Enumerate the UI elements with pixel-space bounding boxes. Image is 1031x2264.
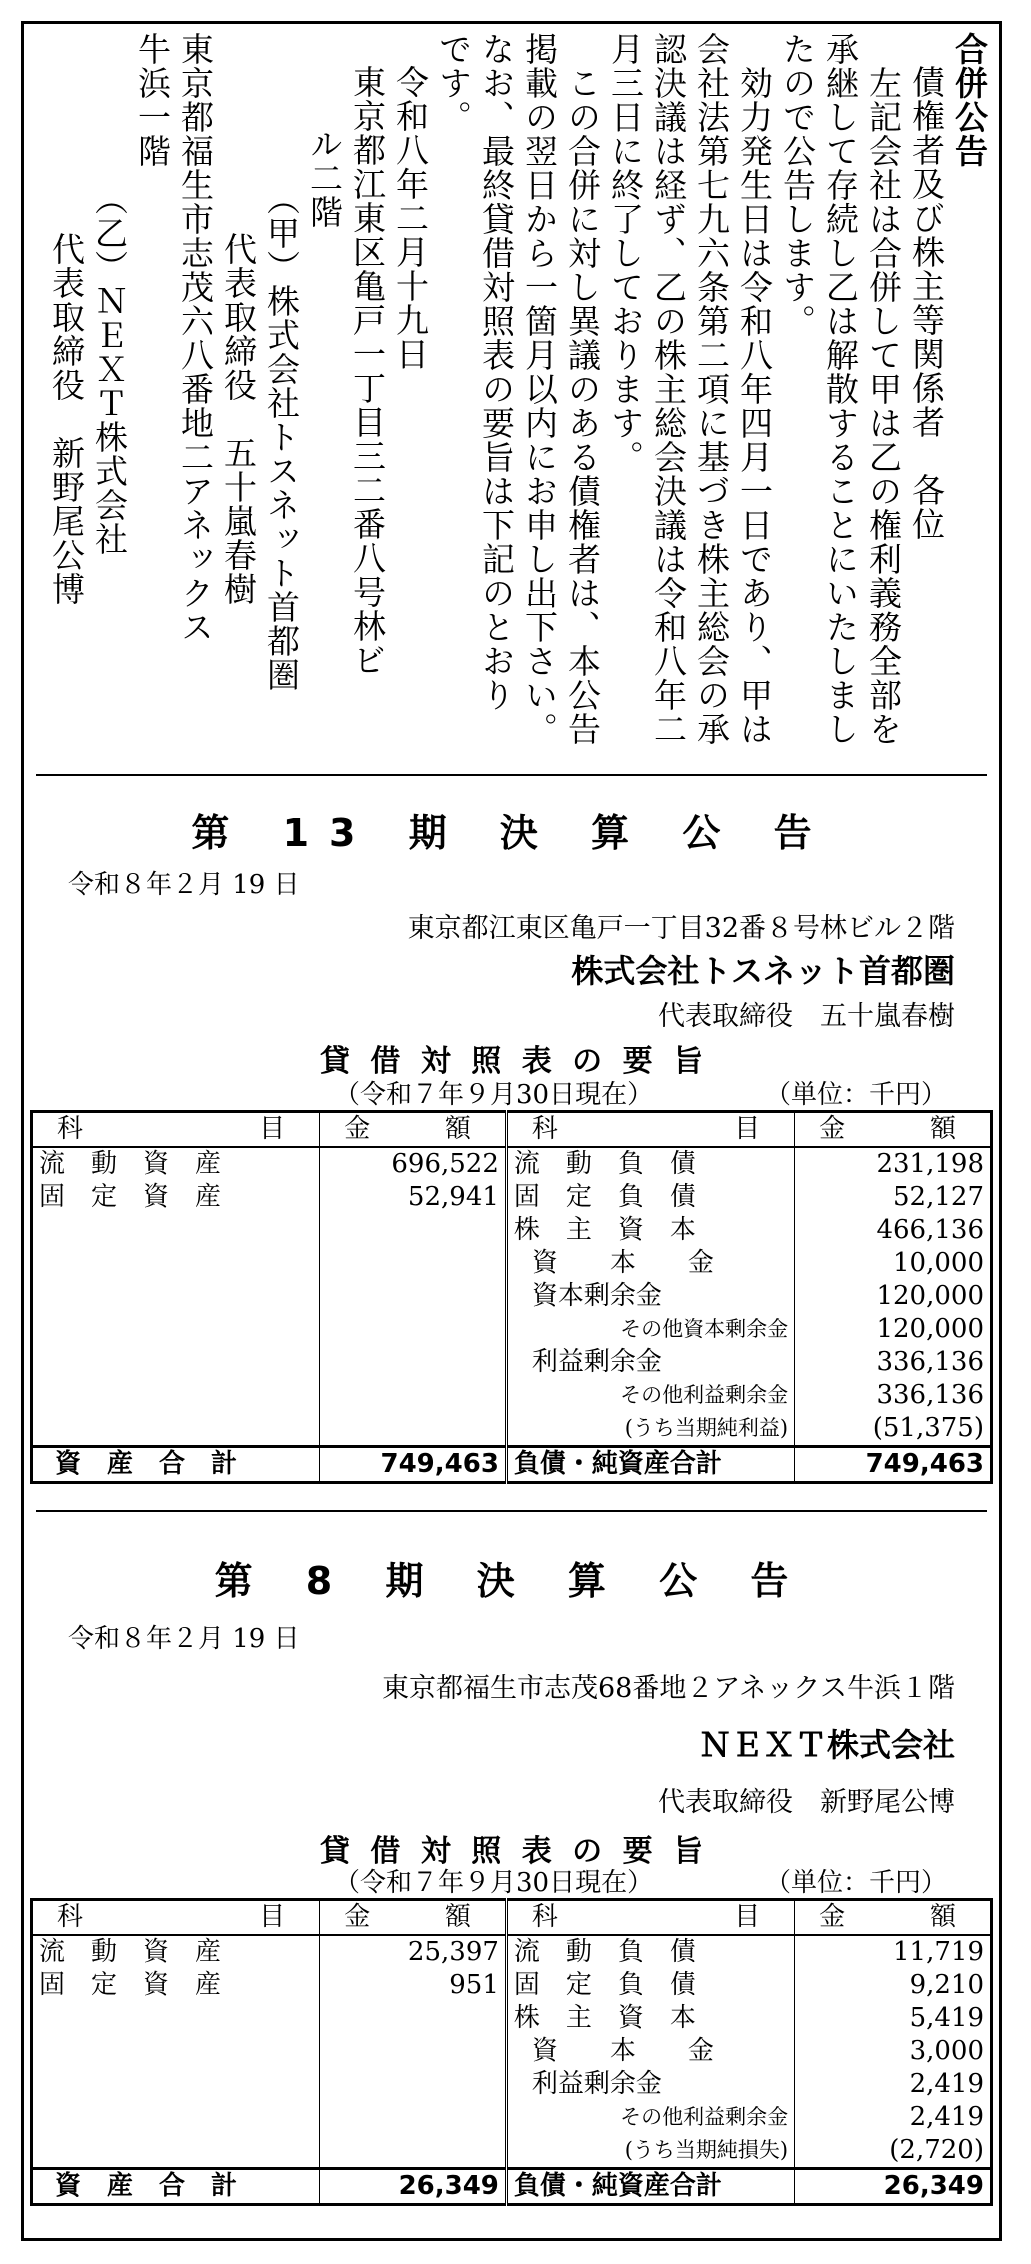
liability-value: 5,419: [795, 2002, 992, 2035]
asset-label: [32, 2035, 320, 2068]
liability-label-text: (うち当期純損失): [624, 2138, 789, 2162]
header-item: [506, 1112, 794, 1148]
asset-value: [320, 1346, 507, 1379]
merger-text-line: です。: [434, 32, 473, 134]
asset-value: [320, 1379, 507, 1412]
total-liabilities-label: 負債・純資産合計: [506, 1447, 794, 1483]
header-label: 目: [259, 1902, 286, 1932]
notice-date: 令和８年２月 19 日: [68, 870, 300, 900]
asset-label: [32, 2068, 320, 2101]
asset-value: [320, 2068, 507, 2101]
table-row: [32, 1247, 992, 1280]
header-item: [32, 1112, 320, 1148]
table-row: [32, 1935, 992, 1969]
merger-title: 合併公告: [950, 32, 989, 168]
liability-label: [506, 1181, 794, 1214]
balance-sheet-table: [30, 1110, 993, 1484]
table-row: [32, 1412, 992, 1447]
liability-label-text: 流 動 負 債: [513, 1149, 696, 1179]
total-assets-value: 749,463: [320, 1447, 507, 1483]
liability-label-text: 資 本 金: [531, 1248, 714, 1278]
asset-label: [32, 1412, 320, 1447]
financial-notice-8: [24, 1520, 999, 2240]
liability-label-text: 資 本 金: [531, 2036, 714, 2066]
liability-value: 336,136: [795, 1379, 992, 1412]
notice-frame: [21, 21, 1002, 2241]
liability-label-text: その他利益剰余金: [620, 1383, 789, 1407]
merger-address-a: 東京都江東区亀戸一丁目三二番八号林ビ: [348, 65, 387, 677]
total-liabilities-value: 26,349: [795, 2169, 992, 2205]
liability-label-text: 利益剰余金: [531, 1347, 662, 1377]
liability-label: [506, 1313, 794, 1346]
company-representative: 代表取締役 新野尾公博: [658, 1787, 955, 1818]
table-row: [32, 1313, 992, 1346]
liability-value: 3,000: [795, 2035, 992, 2068]
company-name: 株式会社トスネット首都圏: [571, 952, 955, 990]
liability-label-text: 株 主 資 本: [513, 1215, 696, 1245]
divider: [36, 774, 987, 776]
asset-label: [32, 1313, 320, 1346]
header-label: 金: [819, 1902, 846, 1932]
merger-company-a: （甲）株式会社トスネット首都圏: [262, 182, 301, 692]
table-row: [32, 1147, 992, 1181]
liability-label: [506, 1935, 794, 1969]
header-amount: [320, 1900, 507, 1936]
merger-address-b-cont: 牛浜一階: [133, 32, 172, 168]
liability-label: [506, 2068, 794, 2101]
asset-value: [320, 1280, 507, 1313]
total-liabilities-value: 749,463: [795, 1447, 992, 1483]
section-title: 第 13 期 決 算 公 告: [191, 811, 832, 855]
asset-value: [320, 1214, 507, 1247]
asset-value: [320, 1313, 507, 1346]
liability-label: [506, 2035, 794, 2068]
total-assets-label: 資 産 合 計: [32, 2169, 320, 2205]
company-name: ＮＥＸＴ株式会社: [698, 1726, 955, 1764]
header-label: 科: [57, 1114, 84, 1144]
table-row: [32, 2035, 992, 2068]
bs-date: （令和７年９月30日現在）: [334, 1080, 654, 1110]
liability-label: [506, 2101, 794, 2134]
bs-unit: （単位：千円）: [764, 1080, 947, 1110]
section-title: 第 8 期 決 算 公 告: [214, 1559, 809, 1603]
asset-value: [320, 1247, 507, 1280]
total-row: [32, 2169, 992, 2205]
merger-text-line: 左記会社は合併して甲は乙の権利義務全部を: [864, 32, 903, 746]
asset-value: 696,522: [320, 1147, 507, 1181]
table-row: [32, 2068, 992, 2101]
header-label: 金: [344, 1902, 371, 1932]
header-amount-text: [326, 1113, 499, 1146]
header-item-text: [514, 1901, 788, 1934]
merger-address-b: 東京都福生市志茂六八番地二アネックス: [176, 32, 215, 644]
liability-value: 52,127: [795, 1181, 992, 1214]
liability-value: (2,720): [795, 2134, 992, 2169]
asset-label: 固 定 資 産: [39, 1970, 222, 2000]
asset-label: [32, 1346, 320, 1379]
table-row: [32, 1214, 992, 1247]
liability-value: 466,136: [795, 1214, 992, 1247]
bs-title: 貸 借 対 照 表 の 要 旨: [319, 1834, 709, 1869]
table-row: [32, 2002, 992, 2035]
liability-label-text: 固 定 負 債: [513, 1970, 696, 2000]
bs-unit: （単位：千円）: [764, 1868, 947, 1898]
header-item-text: [39, 1901, 313, 1934]
asset-label: 流 動 資 産: [39, 1937, 222, 1967]
header-label: 目: [734, 1114, 761, 1144]
header-label: 金: [344, 1114, 371, 1144]
header-amount-text: [801, 1901, 984, 1934]
bs-title: 貸 借 対 照 表 の 要 旨: [319, 1044, 709, 1079]
bs-date: （令和７年９月30日現在）: [334, 1868, 654, 1898]
liability-label-text: その他資本剰余金: [620, 1317, 789, 1341]
table-header-row: [32, 1900, 992, 1936]
asset-value: 52,941: [320, 1181, 507, 1214]
liability-label: [506, 1280, 794, 1313]
table-header-row: [32, 1112, 992, 1148]
liability-label: [506, 1379, 794, 1412]
liability-label: [506, 1346, 794, 1379]
table-row: [32, 1346, 992, 1379]
merger-text-line: 効力発生日は令和八年四月一日であり、甲は: [735, 32, 774, 746]
table-row: [32, 1969, 992, 2002]
header-amount-text: [801, 1113, 984, 1146]
company-representative: 代表取締役 五十嵐春樹: [658, 1001, 955, 1032]
header-amount: [320, 1112, 507, 1148]
asset-value: 951: [320, 1969, 507, 2002]
liability-label: [506, 1412, 794, 1447]
merger-text-line: 会社法第七九六条第二項に基づき株主総会の承: [692, 32, 731, 746]
header-label: 額: [929, 1902, 956, 1932]
merger-text-line: 月三日に終了しております。: [606, 32, 645, 474]
header-label: 目: [259, 1114, 286, 1144]
header-label: 目: [734, 1902, 761, 1932]
header-label: 科: [531, 1902, 558, 1932]
asset-value: [320, 2101, 507, 2134]
merger-text-line: 承継して存続し乙は解散することにいたしまし: [821, 32, 860, 746]
header-item: [32, 1900, 320, 1936]
asset-label: [32, 1379, 320, 1412]
merger-date: 令和八年二月十九日: [391, 65, 430, 371]
liability-label-text: 利益剰余金: [531, 2069, 662, 2099]
liability-label-text: 流 動 負 債: [513, 1937, 696, 1967]
divider: [36, 1510, 987, 1512]
liability-value: 11,719: [795, 1935, 992, 1969]
asset-value: [320, 2134, 507, 2169]
header-item-text: [514, 1113, 788, 1146]
liability-label: [506, 1214, 794, 1247]
asset-value: [320, 2002, 507, 2035]
merger-address-a-cont: ル二階: [305, 127, 344, 229]
header-label: 金: [819, 1114, 846, 1144]
liability-value: 336,136: [795, 1346, 992, 1379]
liability-label: [506, 1147, 794, 1181]
liability-value: 2,419: [795, 2101, 992, 2134]
asset-label: 固 定 資 産: [39, 1182, 222, 1212]
merger-text-line: 認決議は経ず、乙の株主総会決議は令和八年二: [649, 32, 688, 746]
liability-value: 2,419: [795, 2068, 992, 2101]
liability-label-text: 株 主 資 本: [513, 2003, 696, 2033]
liability-value: (51,375): [795, 1412, 992, 1447]
liability-value: 120,000: [795, 1280, 992, 1313]
liability-value: 9,210: [795, 1969, 992, 2002]
liability-value: 231,198: [795, 1147, 992, 1181]
liability-label-text: 固 定 負 債: [513, 1182, 696, 1212]
liability-label: [506, 1247, 794, 1280]
merger-text-line: なお、最終貸借対照表の要旨は下記のとおり: [477, 32, 516, 712]
total-assets-label: 資 産 合 計: [32, 1447, 320, 1483]
merger-addressee: 債権者及び株主等関係者 各位: [907, 65, 946, 541]
merger-text-line: この合併に対し異議のある債権者は、本公告: [563, 32, 602, 746]
table-row: [32, 2134, 992, 2169]
balance-sheet-table: [30, 1898, 993, 2206]
merger-rep-a: 代表取締役 五十嵐春樹: [219, 232, 258, 606]
header-label: 額: [929, 1114, 956, 1144]
asset-value: 25,397: [320, 1935, 507, 1969]
asset-label: 流 動 資 産: [39, 1149, 222, 1179]
company-address: 東京都江東区亀戸一丁目32番８号林ビル２階: [407, 913, 955, 944]
total-row: [32, 1447, 992, 1483]
table-row: [32, 2101, 992, 2134]
merger-text-line: たので公告します。: [778, 32, 817, 338]
table-row: [32, 1280, 992, 1313]
header-label: 科: [531, 1114, 558, 1144]
liability-label: [506, 1969, 794, 2002]
company-address: 東京都福生市志茂68番地２アネックス牛浜１階: [381, 1673, 955, 1704]
notice-date: 令和８年２月 19 日: [68, 1624, 300, 1654]
total-liabilities-label: 負債・純資産合計: [506, 2169, 794, 2205]
merger-notice: [31, 32, 991, 767]
asset-value: [320, 1412, 507, 1447]
header-amount: [795, 1900, 992, 1936]
liability-label: [506, 2134, 794, 2169]
asset-label: [32, 1214, 320, 1247]
total-assets-value: 26,349: [320, 2169, 507, 2205]
table-row: [32, 1379, 992, 1412]
header-amount: [795, 1112, 992, 1148]
liability-label-text: その他利益剰余金: [620, 2105, 789, 2129]
merger-text-line: 掲載の翌日から一箇月以内にお申し出下さい。: [520, 32, 559, 746]
merger-company-b: （乙）ＮＥＸＴ株式会社: [90, 182, 129, 556]
header-item: [506, 1900, 794, 1936]
asset-label: [32, 2002, 320, 2035]
liability-label-text: 資本剰余金: [531, 1281, 662, 1311]
liability-value: 120,000: [795, 1313, 992, 1346]
table-row: [32, 1181, 992, 1214]
header-label: 額: [444, 1114, 471, 1144]
asset-label: [32, 1247, 320, 1280]
asset-value: [320, 2035, 507, 2068]
header-label: 科: [57, 1902, 84, 1932]
liability-label: [506, 2002, 794, 2035]
header-item-text: [39, 1113, 313, 1146]
asset-label: [32, 2101, 320, 2134]
liability-label-text: (うち当期純利益): [624, 1416, 789, 1440]
header-label: 額: [444, 1902, 471, 1932]
merger-rep-b: 代表取締役 新野尾公博: [47, 232, 86, 606]
financial-notice-13: [24, 784, 999, 1504]
asset-label: [32, 1280, 320, 1313]
header-amount-text: [326, 1901, 499, 1934]
liability-value: 10,000: [795, 1247, 992, 1280]
asset-label: [32, 2134, 320, 2169]
